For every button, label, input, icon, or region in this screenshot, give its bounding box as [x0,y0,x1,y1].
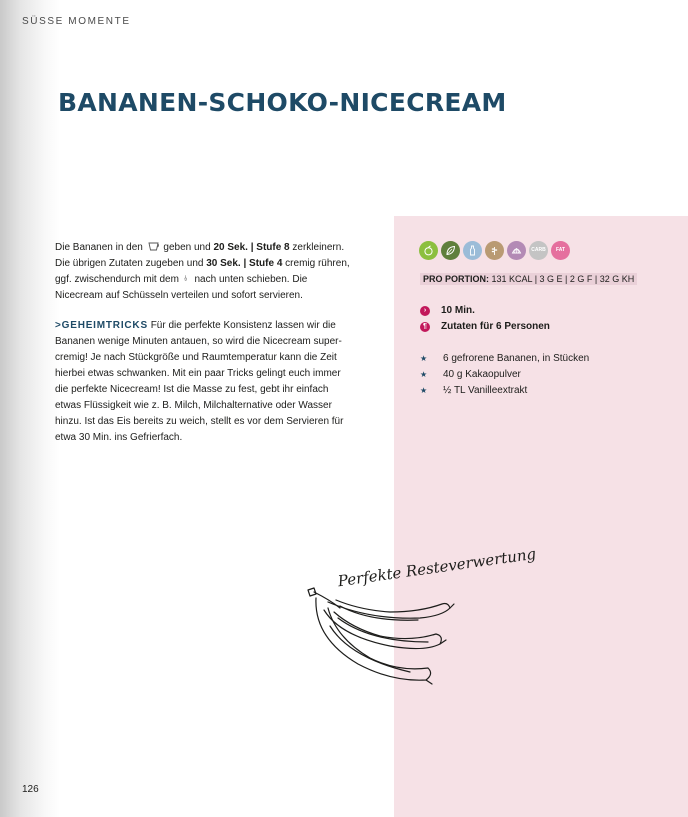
diet-badges [419,241,570,260]
mixing-bowl-icon [148,241,159,251]
page-gutter-shadow [0,0,60,817]
people-icon: ¶ [420,322,430,332]
nutrition-values: 131 KCAL | 3 G E | 2 G F | 32 G KH [489,274,635,284]
nutrition-label: PRO PORTION: [423,274,490,284]
ingredient-text: ½ TL Vanilleextrakt [443,385,528,396]
ingredient-list [420,351,589,399]
banana-illustration [300,538,550,688]
star-bullet-icon: ★ [420,370,428,379]
servings-value: Zutaten für 6 Personen [441,321,550,332]
leaf-icon [441,241,460,260]
instruction-setting: 30 Sek. | Stufe 4 [206,258,283,269]
shell-icon [507,241,526,260]
spatula-icon [184,273,190,283]
list-item [420,367,589,383]
prep-time [420,305,475,316]
servings [420,321,550,332]
low-fat-icon [551,241,570,260]
nutrition-per-portion [420,273,637,285]
instruction-text: geben und [160,242,214,253]
instruction-text: zerkleinern. Die übrigen Zutaten zugeben und [55,242,345,269]
instruction-text: cremig rühren, ggf. zwischendurch mit dem [55,258,350,285]
badge-label: CARB [531,247,546,253]
star-bullet-icon: ★ [420,354,428,363]
bottle-icon [463,241,482,260]
low-carb-icon [529,241,548,260]
section-label: SÜSSE MOMENTE [22,16,131,27]
wheat-icon [485,241,504,260]
badge-label: FAT [555,247,566,253]
ingredient-text: 40 g Kakaopulver [443,369,521,380]
tip-text: Für die perfekte Konsistenz lassen wir die Bananen wenige Minuten antauen, so wird die Nicecream super-cremig! Je nach Stückgröße und Raumtemperatur kann die Zeit hierbei etwas schwanken. Mit ein paar Tricks gelingt euch immer die perfekte Nicecream! Ist die Masse zu fest, gebt ihr einfach etwas Flüssigkeit wie z. B. Milch, Milchalternative oder Wasser hinzu. Ist das Eis bereits zu weich, stellt es vor dem Servieren für etwa 30 Min. ins Gefrierfach. [55,320,344,443]
instruction-text: nach unten schieben. Die Nicecream auf Schüsseln verteilen und sofort servieren. [55,274,308,301]
ingredient-text: 6 gefrorene Bananen, in Stücken [443,353,590,364]
page-title: BANANEN-SCHOKO-NICECREAM [58,88,507,117]
bananas-drawing [308,588,454,684]
tip-paragraph [55,318,355,446]
tip-label: >GEHEIMTRICKS [55,320,148,331]
list-item [420,383,589,399]
page-number: 126 [22,784,39,795]
instruction-text: Die Bananen in den [55,242,146,253]
star-bullet-icon: ★ [420,386,428,395]
list-item [420,351,589,367]
handwritten-note: Perfekte Resteverwertung [336,544,538,591]
instructions-paragraph [55,240,355,304]
clock-icon: › [420,306,430,316]
apple-icon [419,241,438,260]
prep-time-value: 10 Min. [441,305,475,316]
instruction-setting: 20 Sek. | Stufe 8 [213,242,290,253]
